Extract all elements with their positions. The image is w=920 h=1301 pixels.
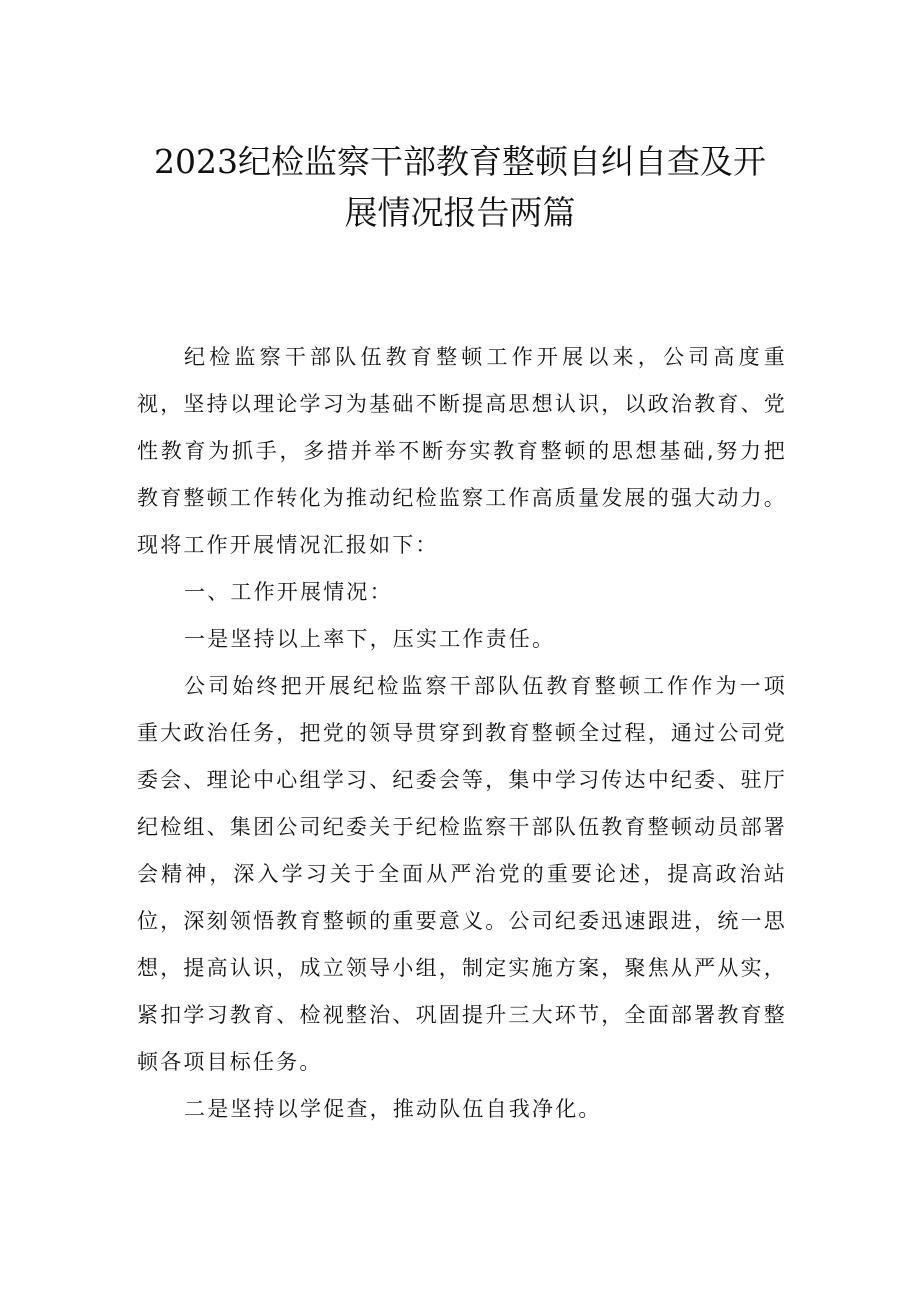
section-heading: 一、工作开展情况：: [184, 580, 393, 604]
document-title: [120, 136, 800, 238]
point-heading-1: 一是坚持以上率下，压实工作责任。: [184, 627, 556, 651]
intro-paragraph: 纪检监察干部队伍教育整顿工作开展以来，公司高度重视，坚持以理论学习为基础不断提高思想认识，以政治教育、党性教育为抓手，多措并举不断夯实教育整顿的思想基础,努力把教育整顿工作转化为推动纪检监察工作高质量发展的强大动力。现将工作开展情况汇报如下：: [137, 345, 787, 557]
document-body: [137, 334, 787, 1133]
body-paragraph: 公司始终把开展纪检监察干部队伍教育整顿工作作为一项重大政治任务，把党的领导贯穿到教育整顿全过程，通过公司党委会、理论中心组学习、纪委会等，集中学习传达中纪委、驻厅纪检组、集团公司纪委关于纪检监察干部队伍教育整顿动员部署会精神，深入学习关于全面从严治党的重要论述，提高政治站位，深刻领悟教育整顿的重要意义。公司纪委迅速跟进，统一思想，提高认识，成立领导小组，制定实施方案，聚焦从严从实，紧扣学习教育、检视整治、巩固提升三大环节，全面部署教育整顿各项目标任务。: [137, 674, 787, 1074]
point-heading-2: 二是坚持以学促查，推动队伍自我净化。: [184, 1097, 602, 1121]
title-line-2: 展情况报告两篇: [344, 193, 576, 232]
title-line-1: 2023纪检监察干部教育整顿自纠自查及开: [154, 142, 766, 181]
